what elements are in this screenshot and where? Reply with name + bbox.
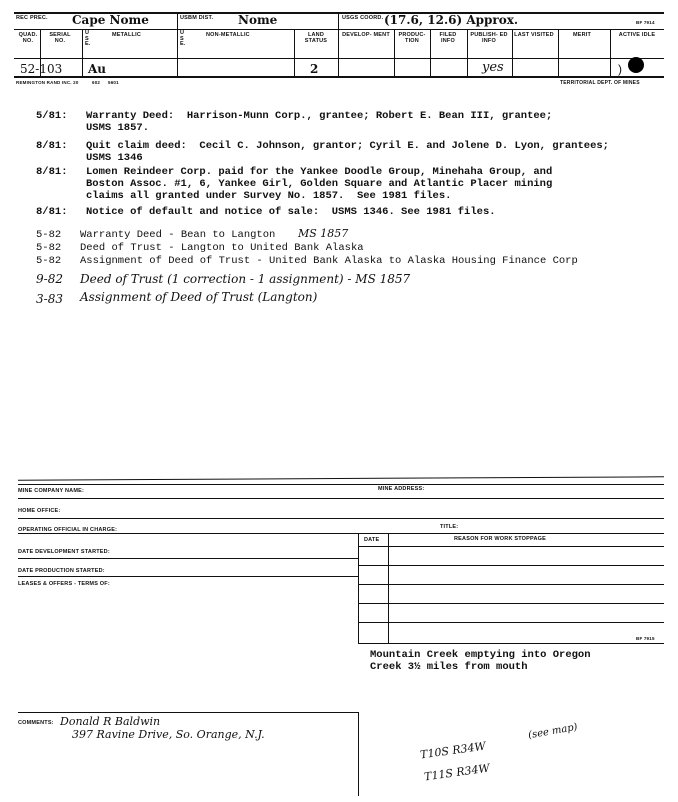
entry-date: 5/81: [36, 110, 68, 122]
idle-check-mark: ) [618, 62, 622, 76]
handwritten-note: MS 1857 [298, 227, 349, 240]
handwritten-entry: Deed of Trust (1 correction - 1 assignment) - MS 1857 [80, 272, 411, 286]
footer-left: REMINGTON RAND INC. 20 [16, 80, 79, 85]
entry-text: Assignment of Deed of Trust - United Bank Alaska to Alaska Housing Finance Corp [80, 255, 578, 267]
home-office-label: HOME OFFICE: [18, 508, 61, 514]
entry-date: 8/81: [36, 166, 68, 178]
land-status-value: 2 [310, 62, 319, 76]
usbm-dist-label: USBM DIST. [180, 15, 214, 21]
township-2: T11S R34W [423, 761, 491, 784]
col-active-idle: ACTIVE IDLE [618, 32, 656, 38]
township-1: T10S R34W [419, 739, 487, 762]
entry-text: Lomen Reindeer Corp. paid for the Yankee Doodle Group, Minehaha Group, and Boston Assoc. #1, 6, Yankee Girl, Golden Square and Atlantic Placer mining claims all granted under Survey No. 1857. See 1981 files. [86, 166, 553, 202]
form-number-2: BF 7915 [636, 636, 655, 641]
published-info-value: yes [482, 60, 504, 75]
location-note: Mountain Creek emptying into Oregon Creek 3½ miles from mouth [370, 649, 591, 673]
entry-text: Warranty Deed: Harrison-Munn Corp., grantee; Robert E. Bean III, grantee; USMS 1857. [86, 110, 553, 134]
entry-date: 8/81: [36, 140, 68, 152]
usgs-coord-label: USGS COORD. [342, 15, 384, 21]
col-merit: MERIT [572, 32, 592, 38]
title-label: TITLE: [440, 524, 459, 530]
mine-address-label: MINE ADDRESS: [378, 486, 425, 492]
usgs-coord-value: (17.6, 12.6) Approx. [384, 13, 519, 27]
rec-prec-value: Cape Nome [72, 13, 149, 27]
col-land-status: LAND STATUS [304, 32, 328, 44]
footer-right: TERRITORIAL DEPT. OF MINES [560, 80, 640, 86]
handwritten-date: 3-83 [36, 292, 63, 306]
form-number: BF 7914 [636, 20, 655, 25]
entry-date: 5-82 [36, 229, 62, 241]
comments-label: COMMENTS: [18, 720, 54, 726]
leases-label: LEASES & OFFERS - TERMS OF: [18, 581, 110, 587]
col-production: PRODUC- TION [398, 32, 426, 44]
date-development-label: DATE DEVELOPMENT STARTED: [18, 549, 110, 555]
entry-date: 8/81: [36, 206, 68, 218]
quad-serial-value: 52-103 [20, 62, 63, 76]
rec-prec-label: REC PREC. [16, 15, 48, 21]
col-development: DEVELOP- MENT [342, 32, 390, 38]
date-column-header: DATE [364, 537, 380, 543]
comments-name: Donald R Baldwin [60, 715, 161, 728]
handwritten-entry: Assignment of Deed of Trust (Langton) [80, 290, 318, 304]
col-filed-info: FILED INFO [439, 32, 457, 44]
col-metallic: METALLIC [112, 32, 141, 38]
idle-mark [628, 57, 644, 73]
entry-date: 5-82 [36, 242, 62, 254]
entry-text: Quit claim deed: Cecil C. Johnson, grantor; Cyril E. and Jolene D. Lyon, grantees; USMS 1346 [86, 140, 609, 164]
reason-column-header: REASON FOR WORK STOPPAGE [454, 536, 546, 542]
usbm-dist-value: Nome [238, 13, 278, 27]
entry-text: Notice of default and notice of sale: USMS 1346. See 1981 files. [86, 206, 496, 218]
handwritten-date: 9-82 [36, 272, 63, 286]
entry-text: Deed of Trust - Langton to United Bank Alaska [80, 242, 364, 254]
metallic-value: Au [88, 62, 107, 76]
col-last-visited: LAST VISITED [514, 32, 554, 38]
see-map-note: (see map) [527, 721, 579, 742]
col-published-info: PUBLISH- ED INFO [470, 32, 508, 44]
col-quad-no: QUAD. NO. [18, 32, 38, 44]
mine-company-name-label: MINE COMPANY NAME: [18, 488, 85, 494]
entry-date: 5-82 [36, 255, 62, 267]
entry-text: Warranty Deed - Bean to Langton [80, 229, 276, 241]
date-production-label: DATE PRODUCTION STARTED: [18, 568, 105, 574]
comments-address: 397 Ravine Drive, So. Orange, N.J. [72, 728, 265, 741]
operating-official-label: OPERATING OFFICIAL IN CHARGE: [18, 527, 118, 533]
col-non-metallic: NON-METALLIC [206, 32, 250, 38]
col-serial-no: SERIAL NO. [49, 32, 71, 44]
